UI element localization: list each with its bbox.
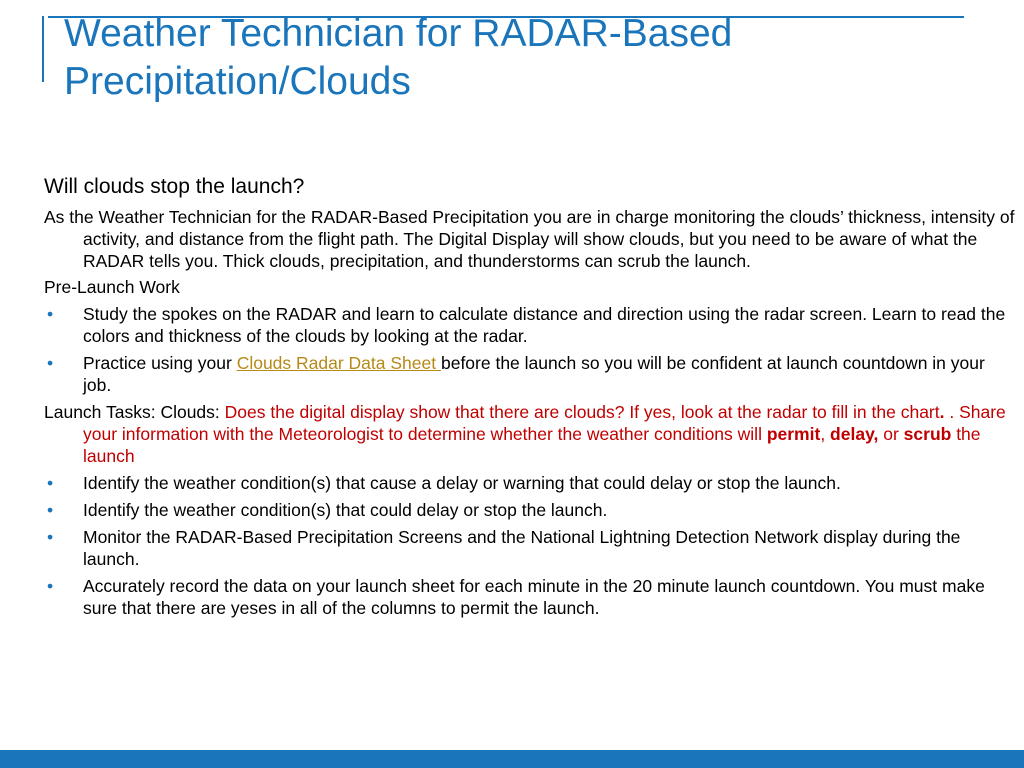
bullet-icon: •: [47, 500, 54, 520]
prelaunch-heading: Pre-Launch Work: [44, 277, 180, 297]
list-item: [44, 303, 1016, 347]
bullet-text-after: before the launch so you will be confident at launch countdown in your job.: [83, 353, 985, 395]
clouds-radar-data-sheet-link[interactable]: Clouds Radar Data Sheet: [236, 353, 441, 373]
list-item: [44, 352, 1016, 396]
launch-comma: ,: [820, 424, 826, 444]
scrub-word: scrub: [903, 424, 952, 444]
bullet-text: Study the spokes on the RADAR and learn to calculate distance and direction using the radar screen. Learn to read the colors and thickness of the clouds by looking at the radar.: [83, 304, 1006, 346]
launch-or: or: [878, 424, 904, 444]
launch-tasks-paragraph: [44, 401, 1016, 467]
clouds-label: Clouds:: [160, 402, 220, 422]
list-item: [44, 526, 1016, 570]
bullet-text-before: Practice using your: [83, 353, 237, 373]
launch-text-2: . Share your information with the Meteorologist to determine whether the weather conditions will: [83, 402, 1006, 444]
question-heading: Will clouds stop the launch?: [44, 175, 305, 198]
list-item: [44, 472, 1016, 494]
bullet-text: Identify the weather condition(s) that could delay or stop the launch.: [83, 500, 608, 520]
prelaunch-list: [44, 303, 1016, 396]
launch-colon: :: [150, 402, 161, 422]
footer-bar: [0, 750, 1024, 768]
bullet-icon: •: [47, 576, 54, 596]
permit-word: permit: [766, 424, 821, 444]
title-left-rule: [42, 16, 44, 82]
bullet-icon: •: [47, 527, 54, 547]
launch-tasks-label: Launch Tasks: [44, 402, 151, 422]
list-item: [44, 499, 1016, 521]
launch-text-1: Does the digital display show that there are clouds? If yes, look at the radar to fill in the chart: [219, 402, 940, 422]
bullet-icon: •: [47, 473, 54, 493]
list-item: [44, 575, 1016, 619]
bullet-icon: •: [47, 304, 54, 324]
launch-text-3: the launch: [83, 424, 981, 466]
bullet-text: Identify the weather condition(s) that cause a delay or warning that could delay or stop the launch.: [83, 473, 841, 493]
bullet-text: Accurately record the data on your launch sheet for each minute in the 20 minute launch countdown. You must make sure that there are yeses in all of the columns to permit the launch.: [83, 576, 985, 618]
slide-title: Weather Technician for RADAR-Based Precipitation/Clouds: [64, 12, 733, 103]
launch-tasks-list: [44, 472, 1016, 619]
delay-word: delay,: [825, 424, 879, 444]
bullet-text: Monitor the RADAR-Based Precipitation Screens and the National Lightning Detection Network display during the launch.: [83, 527, 961, 569]
launch-dot: .: [939, 402, 945, 422]
slide-body: [44, 172, 1016, 619]
bullet-icon: •: [47, 353, 54, 373]
intro-paragraph: As the Weather Technician for the RADAR-Based Precipitation you are in charge monitoring the clouds’ thickness, intensity of activity, and distance from the flight path. The Digital Display will show clouds, but you need to be aware of what the RADAR tells you. Thick clouds, precipitation, and thunderstorms can scrub the launch.: [44, 207, 1015, 271]
